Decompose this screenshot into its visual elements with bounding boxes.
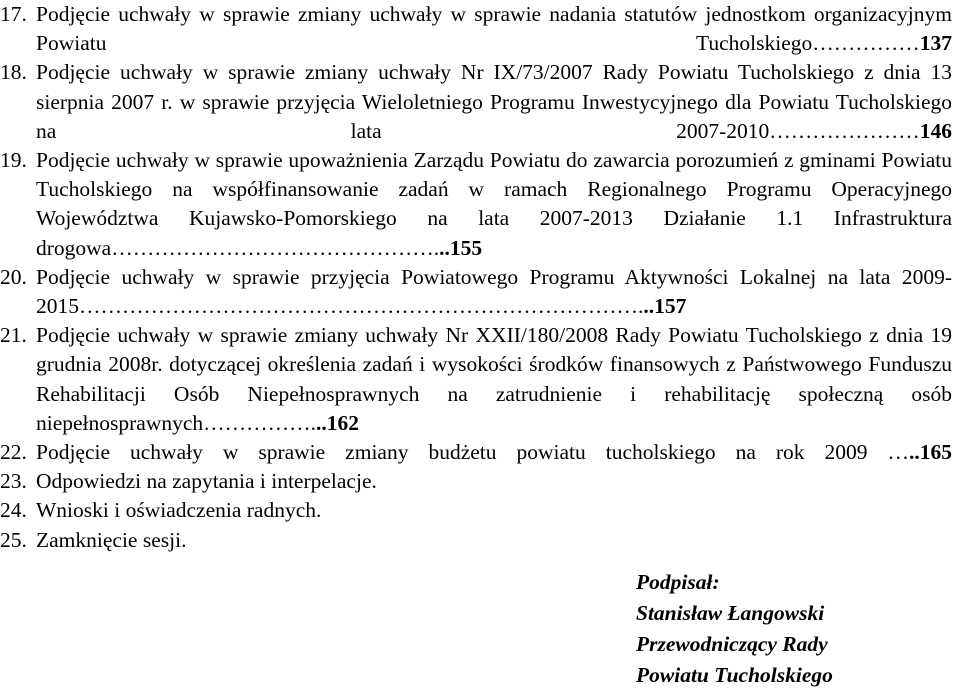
- toc-entry-18: [0, 58, 960, 146]
- entry-number: 18.: [0, 60, 27, 85]
- entry-page-number: 146: [919, 118, 952, 143]
- signatory-organization: Powiatu Tucholskiego: [636, 663, 833, 687]
- signature-block: [636, 567, 833, 691]
- signature-label: Podpisał:: [636, 570, 720, 594]
- entry-page-number: ..162: [316, 410, 360, 435]
- signatory-role: Przewodniczący Rady: [636, 632, 828, 656]
- entry-text: Podjęcie uchwały w sprawie przyjęcia Powiatowego Programu Aktywności Lokalnej na lata 2009-2015: [36, 264, 952, 319]
- entry-leader: …………………: [769, 118, 920, 143]
- toc-entry-17: [0, 0, 960, 58]
- entry-page-number: ..157: [643, 294, 687, 319]
- entry-leader: ……………………………………….: [111, 235, 440, 260]
- entry-number: 23.: [0, 469, 27, 494]
- entry-text: Odpowiedzi na zapytania i interpelacje.: [36, 469, 377, 494]
- entry-text: Zamknięcie sesji.: [36, 527, 187, 552]
- signatory-name: Stanisław Łangowski: [636, 601, 825, 625]
- toc-entry-22: [0, 438, 960, 467]
- entry-text: Wnioski i oświadczenia radnych.: [36, 498, 322, 523]
- toc-entry-23: [0, 467, 960, 496]
- entry-text: Podjęcie uchwały w sprawie zmiany uchwały w sprawie nadania statutów jednostkom organizacyjnym Powiatu Tucholskiego: [36, 2, 952, 56]
- entry-page-number: 137: [919, 31, 952, 56]
- entry-number: 25.: [0, 527, 27, 552]
- entry-text: Podjęcie uchwały w sprawie zmiany uchwały Nr IX/73/2007 Rady Powiatu Tucholskiego z dnia 13 sierpnia 2007 r. w sprawie przyjęcia Wieloletniego Programu Inwestycyjnego dla Powiatu Tucholskiego na lata 2007-2010: [36, 60, 952, 143]
- entry-number: 19.: [0, 148, 27, 173]
- entry-page-number: ..165: [909, 440, 952, 465]
- toc-entry-20: [0, 263, 960, 321]
- entry-leader: ……………: [812, 31, 920, 56]
- toc-entry-19: [0, 146, 960, 263]
- entry-number: 24.: [0, 498, 27, 523]
- entry-text: Podjęcie uchwały w sprawie upoważnienia Zarządu Powiatu do zawarcia porozumień z gminami Powiatu Tucholskiego na współfinansowanie zadań w ramach Regionalnego Programu Operacyjnego Województwa Kujawsko-Pomorskiego na lata 2007-2013 Działanie 1.1 Infrastruktura drogowa: [36, 148, 952, 260]
- entry-text: Podjęcie uchwały w sprawie zmiany budżetu powiatu tucholskiego na rok 2009: [36, 440, 868, 465]
- entry-leader: …: [867, 440, 909, 465]
- entry-number: 20.: [0, 264, 27, 289]
- toc-entry-21: [0, 321, 960, 438]
- entry-text: Podjęcie uchwały w sprawie zmiany uchwały Nr XXII/180/2008 Rady Powiatu Tucholskiego z dnia 19 grudnia 2008r. dotyczącej określenia zadań i wysokości środków finansowych z Państwowego Funduszu Rehabilitacji Osób Niepełnosprawnych na zatrudnienie i rehabilitację społeczną osób niepełnosprawnych: [36, 323, 952, 435]
- entry-number: 17.: [0, 2, 27, 26]
- entry-leader: …………………………………………………………………….: [79, 294, 644, 319]
- entry-number: 21.: [0, 323, 27, 348]
- entry-page-number: ..155: [439, 235, 483, 260]
- entry-leader: …………….: [203, 410, 317, 435]
- toc-entry-24: [0, 496, 960, 525]
- entry-number: 22.: [0, 440, 27, 465]
- toc-entry-25: [0, 526, 960, 555]
